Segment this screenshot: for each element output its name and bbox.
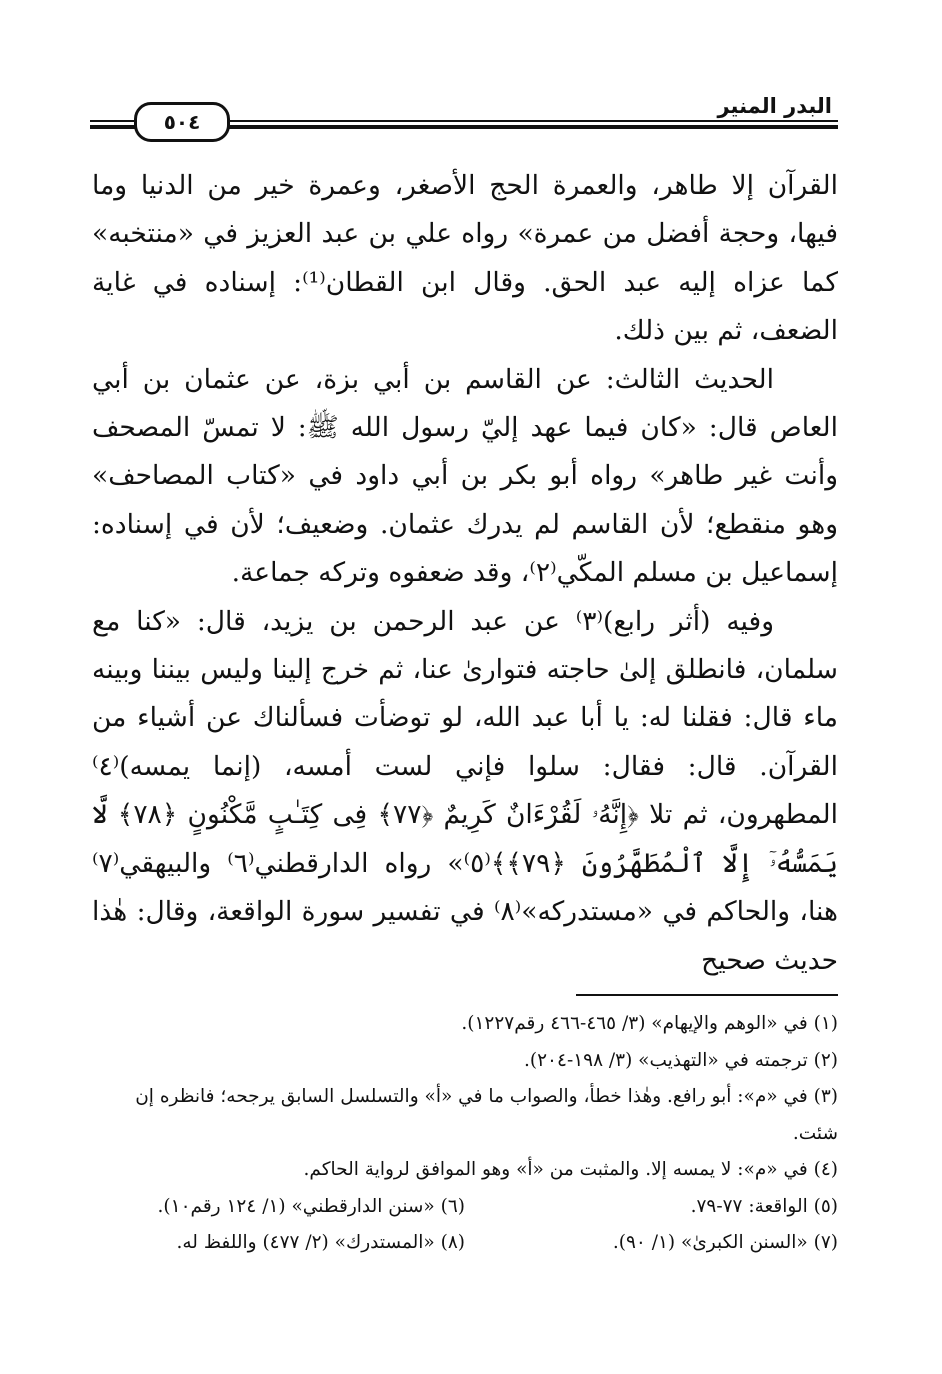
page-number-badge: ٥٠٤ xyxy=(134,102,230,142)
footnote-2: (٢) ترجمته في «التهذيب» (٣/ ١٩٨-٢٠٤). xyxy=(524,1049,838,1071)
footnote-4: (٤) في «م»: لا يمسه إلا. والمثبت من «أ» وهو الموافق لرواية الحاكم. xyxy=(303,1159,838,1180)
paragraph-2: الحديث الثالث: عن القاسم بن أبي بزة، عن عثمان بن أبي العاص قال: «كان فيما عهد إليّ رسول الله ﷺ: لا تمسّ المصحف وأنت غير طاهر» رواه أبو بكر بن أبي داود في «كتاب المصاحف» وهو منقطع؛ لأن القاسم لم يدرك عثمان. وضعيف؛ لأن في إسناده: إسماعيل بن مسلم المكّي⁽٢⁾، وقد ضعفوه وتركه جماعة. xyxy=(92,363,838,589)
footnote-8: (٨) «المستدرك» (٢/ ٤٧٧) واللفظ له. xyxy=(176,1232,465,1253)
paragraph-3: وفيه (أثر رابع)⁽٣⁾ عن عبد الرحمن بن يزيد، قال: «كنا مع سلمان، فانطلق إلىٰ حاجته فتوارىٰ عنا، ثم خرج إلينا وليس بيننا وبينه ماء قال: فقلنا له: يا أبا عبد الله، لو توضأت فسألناك عن أشياء من القرآن. قال: فقال: سلوا فإني لست أمسه، (إنما يمسه)⁽٤⁾ المطهرون، ثم تلا ﴿إِنَّهُۥ لَقُرْءَانٌ كَرِيمٌ ﴿٧٧﴾ فِى كِتَـٰبٍ مَّكْنُونٍ ﴿٧٨﴾ لَّا يَمَسُّهُۥٓ إِلَّا ٱلْمُطَهَّرُونَ ﴿٧٩﴾﴾⁽٥⁾» رواه الدارقطني⁽٦⁾ والبيهقي⁽٧⁾ هنا، والحاكم في «مستدركه»⁽٨⁾ في تفسير سورة الواقعة، وقال: هٰذا حديث صحيح xyxy=(92,605,838,976)
footnote-row-7-8 xyxy=(92,1225,838,1262)
main-text xyxy=(92,162,838,985)
footnote-separator xyxy=(576,994,838,996)
footnote-7: (٧) «السنن الكبرىٰ» (١/ ٩٠). xyxy=(612,1232,838,1253)
book-title: البدر المنير xyxy=(717,94,832,118)
footnote-3: (٣) في «م»: أبو رافع. وهٰذا خطأ، والصواب ما في «أ» والتسلسل السابق يرجحه؛ فانظره إن شئت. xyxy=(135,1086,838,1144)
footnote-6: (٦) «سنن الدارقطني» (١/ ١٢٤ رقم١٠). xyxy=(157,1195,465,1217)
page-header xyxy=(90,88,838,148)
paragraph-1: القرآن إلا طاهر، والعمرة الحج الأصغر، وعمرة خير من الدنيا وما فيها، وحجة أفضل من عمرة» رواه علي بن عبد العزيز في «منتخبه» كما عزاه إليه عبد الحق. وقال ابن القطان⁽¹⁾: إسناده في غاية الضعف، ثم بين ذلك. xyxy=(92,170,838,347)
footnote-5: (٥) الواقعة: ٧٧-٧٩. xyxy=(690,1195,838,1217)
footnote-1: (١) في «الوهم والإيهام» (٣/ ٤٦٥-٤٦٦ رقم١٢٢٧). xyxy=(461,1013,838,1034)
footnotes xyxy=(92,1006,838,1262)
footnote-row-5-6 xyxy=(92,1189,838,1226)
